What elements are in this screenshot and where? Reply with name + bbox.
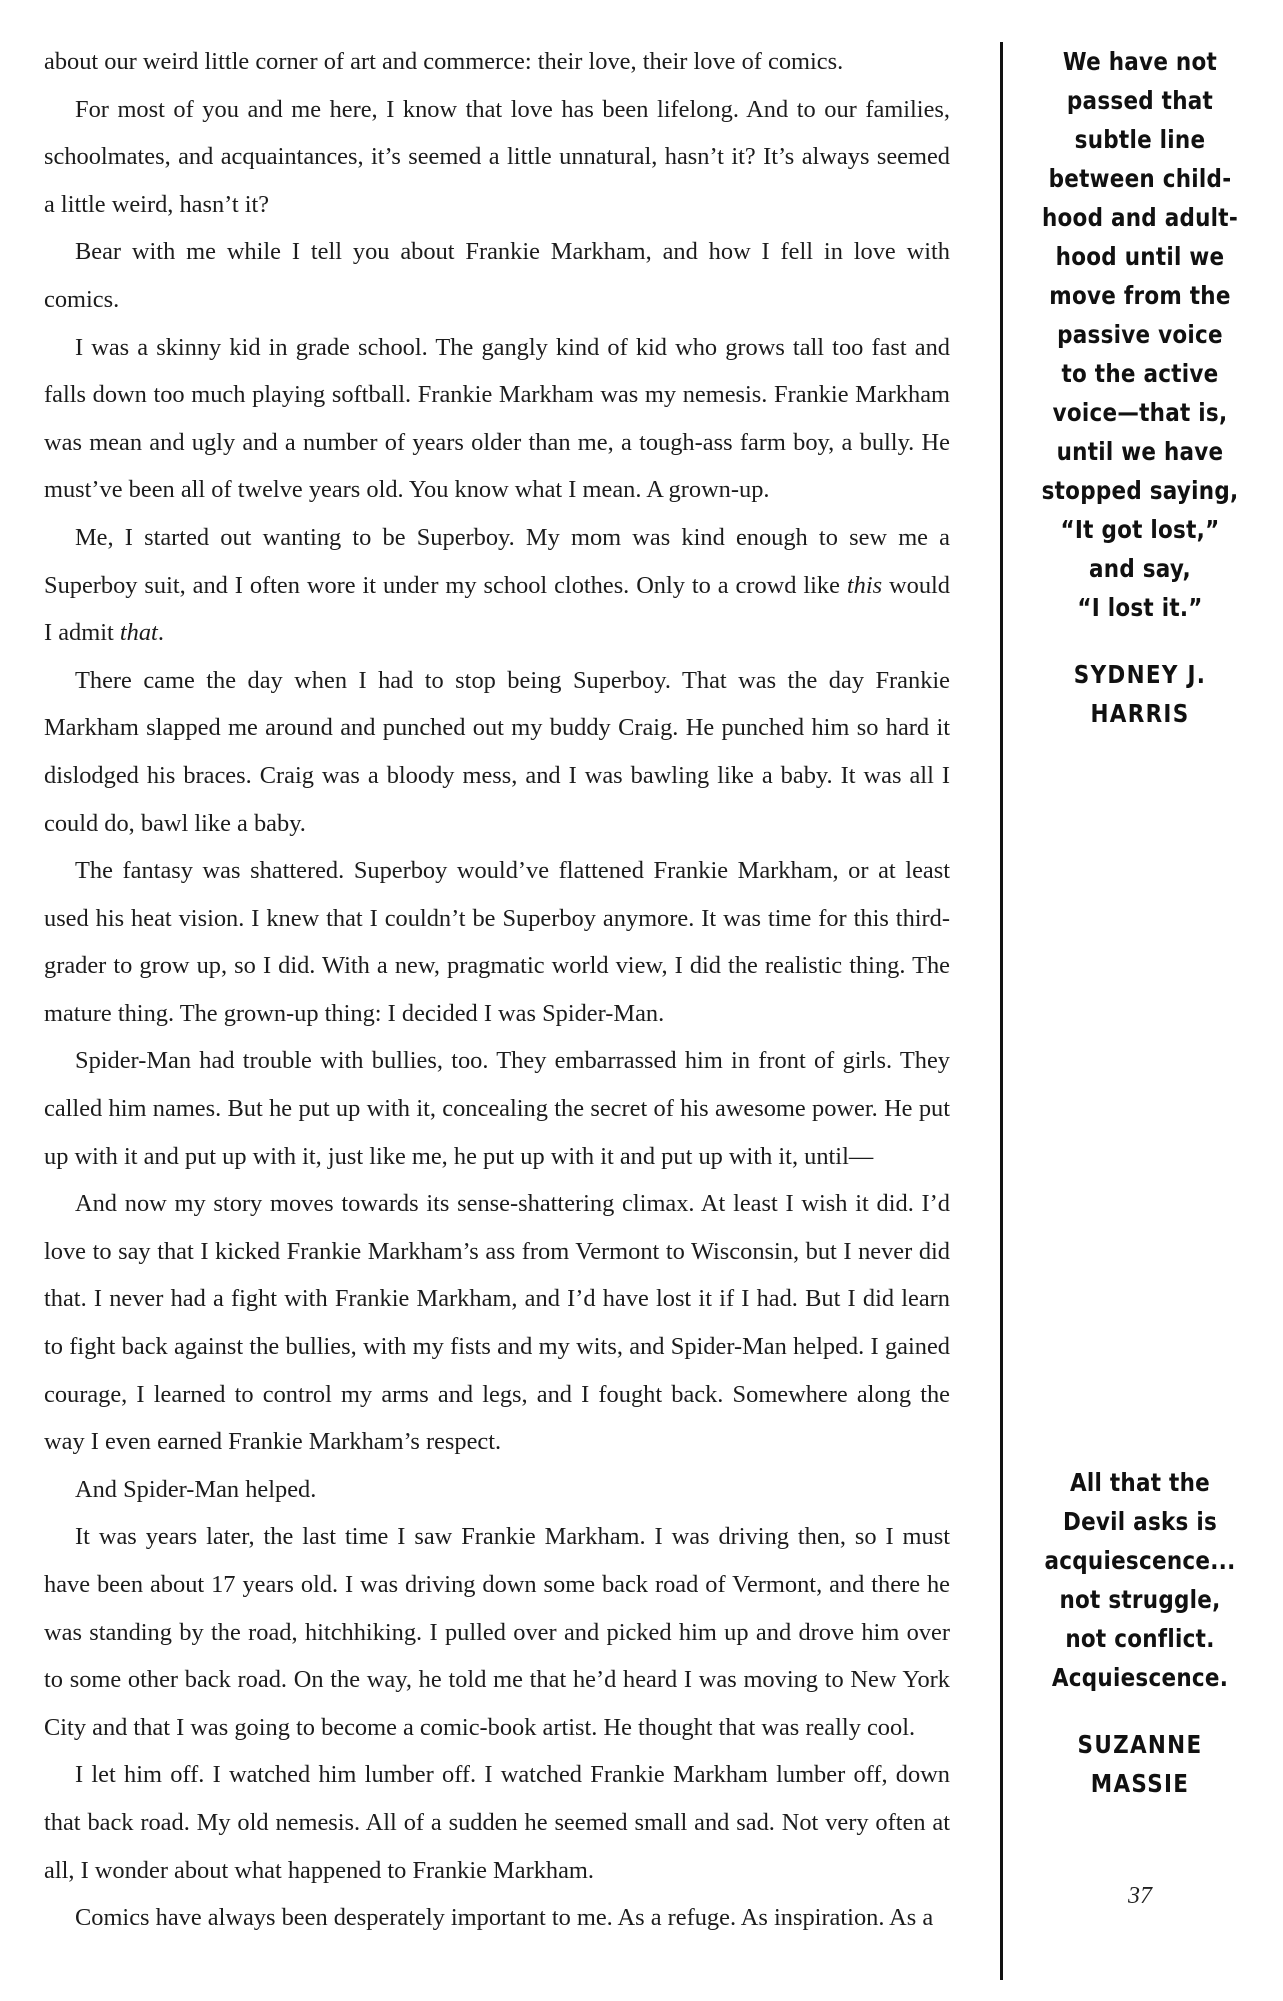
body-paragraph bbox=[44, 514, 950, 657]
page-number: 37 bbox=[1128, 1883, 1152, 1909]
body-paragraph: I let him off. I watched him lumber off. I watched Frankie Markham lumber off, down that back road. My old nemesis. All of a sudden he seemed small and sad. Not very often at all, I wonder about what happened to Frankie Markham. bbox=[44, 1761, 950, 1884]
emphasis-text: this bbox=[846, 571, 883, 599]
quote-line: All that the bbox=[1070, 1468, 1210, 1497]
quote-text bbox=[1039, 42, 1242, 627]
quote-line: voice—that is, bbox=[1052, 398, 1228, 427]
quote-line: hood and adult- bbox=[1041, 203, 1239, 232]
quote-line: not struggle, bbox=[1059, 1585, 1221, 1614]
quote-line: to the active bbox=[1061, 359, 1219, 388]
quote-line: “It got lost,” bbox=[1060, 515, 1220, 544]
paragraph-text: would I admit bbox=[44, 571, 950, 647]
quote-line: Devil asks is bbox=[1062, 1507, 1218, 1536]
quote-attribution bbox=[1039, 655, 1242, 733]
paragraph-text: . bbox=[157, 619, 164, 647]
quote-line: until we have bbox=[1056, 437, 1224, 466]
body-paragraph: Spider-Man had trouble with bullies, too. They embarrassed him in front of girls. They called him names. But he put up with it, concealing the secret of his awesome power. He put up with it and put up with it, just like me, he put up with it and put up with it, until— bbox=[44, 1047, 950, 1170]
body-paragraph: I was a skinny kid in grade school. The gangly kind of kid who grows tall too fast and falls down too much playing softball. Frankie Markham was my nemesis. Frankie Markham was mean and ugly and a number of years older than me, a tough-ass farm boy, a bully. He must’ve been all of twelve years old. You know what I mean. A grown-up. bbox=[44, 333, 950, 504]
body-paragraph: Comics have always been desperately important to me. As a refuge. As inspiration. As a bbox=[75, 1904, 934, 1932]
quote-line: not conflict. bbox=[1065, 1624, 1215, 1653]
quote-line: between child- bbox=[1048, 164, 1232, 193]
body-paragraph: about our weird little corner of art and commerce: their love, their love of comics. bbox=[44, 48, 844, 75]
quote-line: and say, bbox=[1089, 554, 1191, 583]
quote-line: move from the bbox=[1049, 281, 1231, 310]
body-paragraph: There came the day when I had to stop being Superboy. That was the day Frankie Markham slapped me around and punched out my buddy Craig. He punched him so hard it dislodged his braces. Craig was a bloody mess, and I was bawling like a baby. It was all I could do, bawl like a baby. bbox=[44, 666, 950, 837]
body-paragraph: The fantasy was shattered. Superboy would’ve flattened Frankie Markham, or at least used his heat vision. I knew that I couldn’t be Superboy anymore. It was time for this third-grader to grow up, so I did. With a new, pragmatic world view, I did the realistic thing. The mature thing. The grown-up thing: I decided I was Spider-Man. bbox=[44, 857, 950, 1027]
attribution-line: SUZANNE bbox=[1077, 1730, 1203, 1759]
quote-attribution bbox=[1039, 1725, 1242, 1803]
body-paragraph: It was years later, the last time I saw Frankie Markham. I was driving then, so I must have been about 17 years old. I was driving down some back road of Vermont, and there he was standing by the road, hitchhiking. I pulled over and picked him up and drove him over to some other back road. On the way, he told me that he’d heard I was moving to New York City and that I was going to become a comic-book artist. He thought that was really cool. bbox=[44, 1523, 950, 1741]
quote-line: We have not bbox=[1062, 47, 1218, 76]
quote-line: subtle line bbox=[1074, 125, 1206, 154]
attribution-line: MASSIE bbox=[1090, 1769, 1190, 1798]
emphasis-text: that bbox=[119, 619, 158, 647]
quote-line: passed that bbox=[1066, 86, 1214, 115]
paragraph-text: Me, I started out wanting to be Superboy. My mom was kind enough to sew me a Superboy suit, and I often wore it under my school clothes. Only to a crowd like bbox=[44, 523, 950, 599]
quote-line: Acquiescence. bbox=[1051, 1663, 1229, 1692]
quote-line: hood until we bbox=[1055, 242, 1225, 271]
body-paragraph: Bear with me while I tell you about Frankie Markham, and how I fell in love with comics. bbox=[44, 238, 950, 313]
quote-text bbox=[1039, 1463, 1242, 1697]
sidebar-quote-massie bbox=[1039, 1463, 1242, 1803]
body-paragraph: For most of you and me here, I know that love has been lifelong. And to our families, schoolmates, and acquaintances, it’s seemed a little unnatural, hasn’t it? It’s always seemed a little weird, hasn’t it? bbox=[44, 95, 950, 218]
attribution-line: SYDNEY J. bbox=[1073, 660, 1207, 689]
main-text-column bbox=[44, 38, 950, 1942]
quote-line: passive voice bbox=[1057, 320, 1223, 349]
sidebar-quote-harris bbox=[1039, 42, 1242, 733]
quote-line: acquiescence... bbox=[1044, 1546, 1236, 1575]
quote-line: “I lost it.” bbox=[1077, 593, 1203, 622]
attribution-line: HARRIS bbox=[1090, 699, 1190, 728]
quote-line: stopped saying, bbox=[1041, 476, 1239, 505]
body-paragraph: And now my story moves towards its sense-shattering climax. At least I wish it did. I’d love to say that I kicked Frankie Markham’s ass from Vermont to Wisconsin, but I never did that. I never had a fight with Frankie Markham, and I’d have lost it if I had. But I did learn to fight back against the bullies, with my fists and my wits, and Spider-Man helped. I gained courage, I learned to control my arms and legs, and I fought back. Somewhere along the way I even earned Frankie Markham’s respect. bbox=[44, 1190, 950, 1456]
body-paragraph: And Spider-Man helped. bbox=[75, 1475, 317, 1503]
column-divider bbox=[1000, 42, 1003, 1980]
